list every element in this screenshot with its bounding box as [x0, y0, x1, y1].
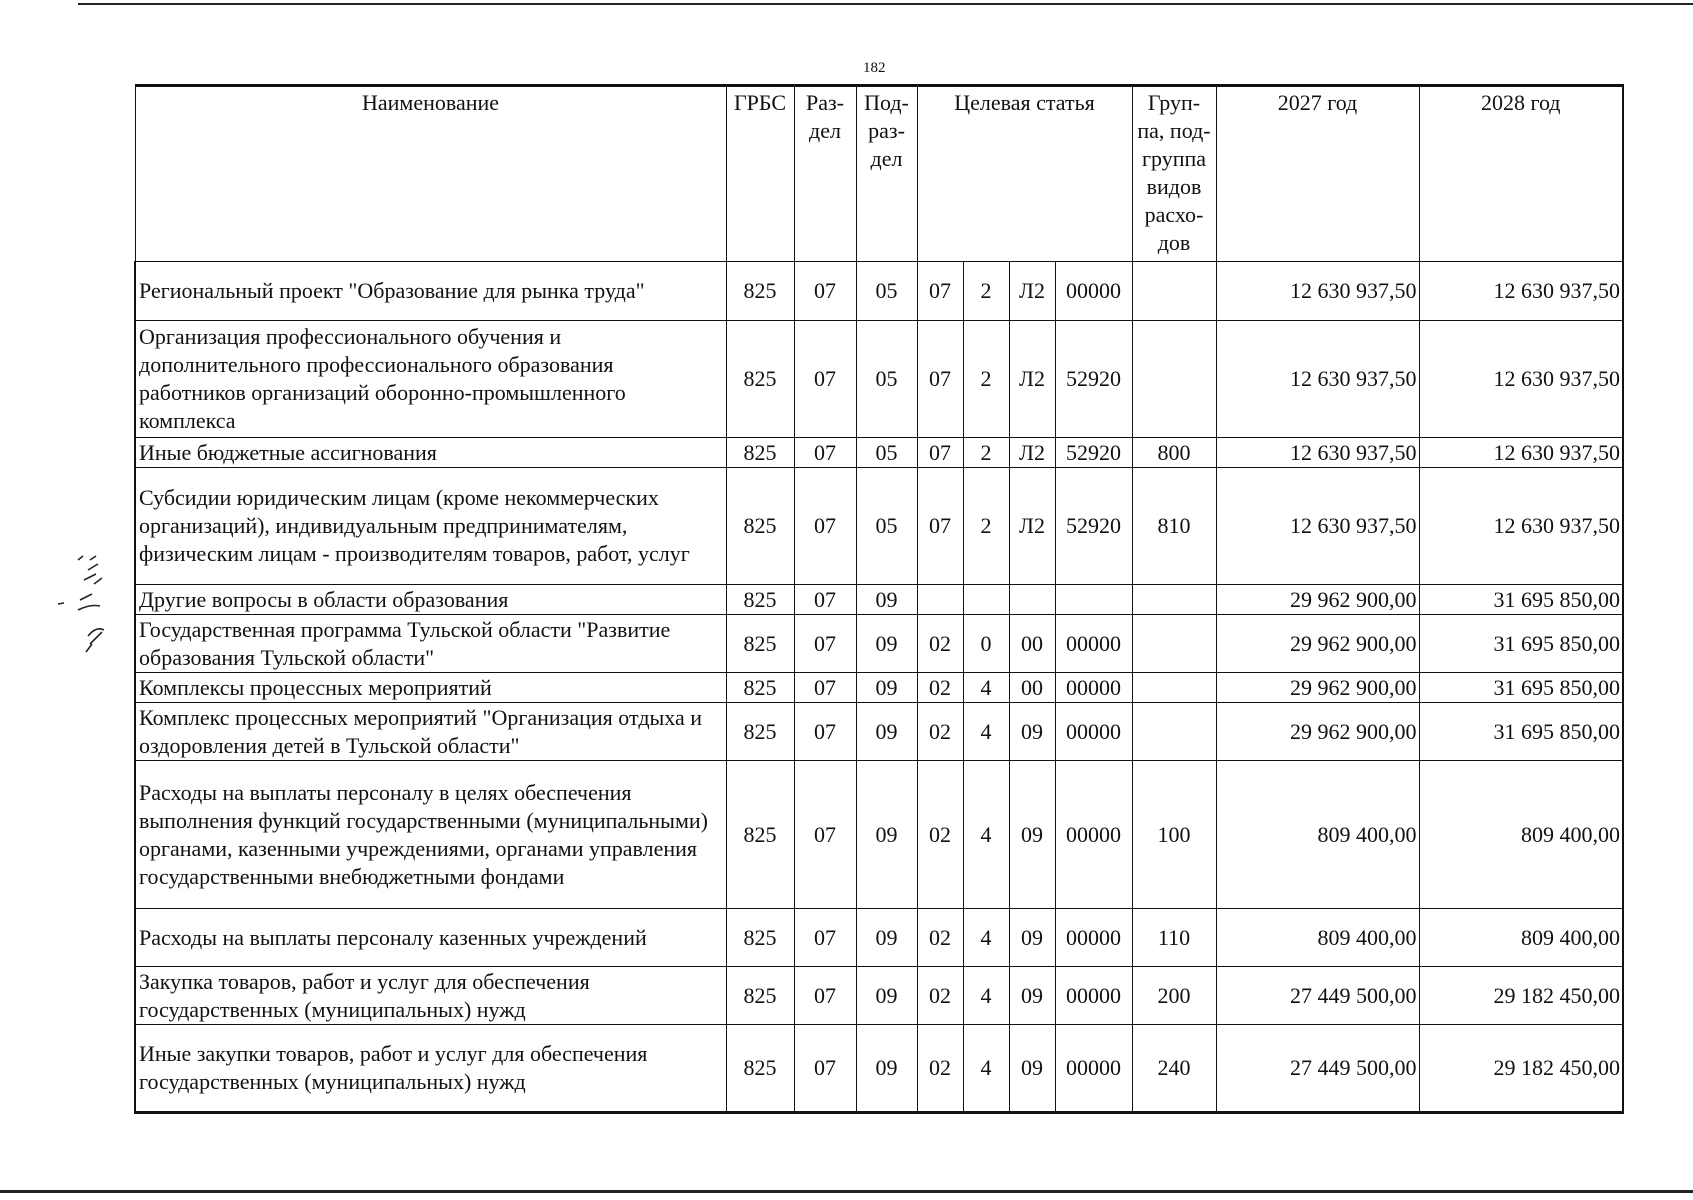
table-row: [135, 321, 1623, 438]
row-target-3: 09: [1009, 761, 1055, 909]
row-target-3: Л2: [1009, 468, 1055, 585]
row-podrazdel: 05: [856, 321, 917, 438]
row-grbs: 825: [726, 262, 794, 321]
table-row: [135, 438, 1623, 468]
row-target-3: 00: [1009, 673, 1055, 703]
row-group: 100: [1132, 761, 1216, 909]
row-amount-2027: 12 630 937,50: [1216, 468, 1419, 585]
row-amount-2028: 809 400,00: [1419, 761, 1623, 909]
row-target-1: 02: [917, 761, 963, 909]
table-row: [135, 1025, 1623, 1113]
budget-table: [134, 84, 1624, 1114]
row-amount-2028: 12 630 937,50: [1419, 468, 1623, 585]
table-row: [135, 761, 1623, 909]
row-group: 800: [1132, 438, 1216, 468]
row-target-1: 02: [917, 673, 963, 703]
row-grbs: 825: [726, 967, 794, 1025]
row-target-2: 4: [963, 1025, 1009, 1113]
header-year-2028: 2028 год: [1419, 86, 1623, 262]
row-target-4: 00000: [1055, 703, 1132, 761]
row-target-3: [1009, 585, 1055, 615]
row-razdel: 07: [794, 1025, 856, 1113]
row-podrazdel: 09: [856, 761, 917, 909]
table-row: [135, 673, 1623, 703]
table-row: [135, 967, 1623, 1025]
row-podrazdel: 09: [856, 967, 917, 1025]
row-razdel: 07: [794, 909, 856, 967]
row-razdel: 07: [794, 468, 856, 585]
row-amount-2027: 12 630 937,50: [1216, 321, 1419, 438]
row-target-3: 09: [1009, 909, 1055, 967]
row-target-1: 02: [917, 1025, 963, 1113]
row-target-4: [1055, 585, 1132, 615]
row-group: 810: [1132, 468, 1216, 585]
header-podrazdel: Под-раз-дел: [856, 86, 917, 262]
table-row: [135, 585, 1623, 615]
row-group: [1132, 673, 1216, 703]
row-amount-2027: 29 962 900,00: [1216, 673, 1419, 703]
row-group: 200: [1132, 967, 1216, 1025]
row-target-2: 4: [963, 967, 1009, 1025]
row-target-4: 00000: [1055, 1025, 1132, 1113]
row-podrazdel: 05: [856, 468, 917, 585]
row-target-2: [963, 585, 1009, 615]
row-amount-2027: 29 962 900,00: [1216, 615, 1419, 673]
row-name: Комплекс процессных мероприятий "Организация отдыха и оздоровления детей в Тульской области": [135, 703, 726, 761]
row-name: Субсидии юридическим лицам (кроме некоммерческих организаций), индивидуальным предпринимателям, физическим лицам - производителям товаров, работ, услуг: [135, 468, 726, 585]
row-amount-2028: 31 695 850,00: [1419, 585, 1623, 615]
table-row: [135, 615, 1623, 673]
margin-signature-mark: [50, 548, 140, 658]
row-razdel: 07: [794, 967, 856, 1025]
row-amount-2028: 12 630 937,50: [1419, 321, 1623, 438]
row-razdel: 07: [794, 438, 856, 468]
row-amount-2027: 27 449 500,00: [1216, 1025, 1419, 1113]
row-group: [1132, 585, 1216, 615]
row-amount-2027: 12 630 937,50: [1216, 438, 1419, 468]
table-row: [135, 703, 1623, 761]
row-grbs: 825: [726, 909, 794, 967]
row-razdel: 07: [794, 761, 856, 909]
row-target-4: 00000: [1055, 673, 1132, 703]
row-target-1: 02: [917, 703, 963, 761]
row-target-4: 00000: [1055, 909, 1132, 967]
header-row: [135, 86, 1623, 262]
row-amount-2028: 12 630 937,50: [1419, 262, 1623, 321]
row-target-1: 07: [917, 438, 963, 468]
row-target-3: Л2: [1009, 262, 1055, 321]
row-grbs: 825: [726, 615, 794, 673]
scan-edge-bottom: [0, 1190, 1693, 1193]
row-target-1: 07: [917, 468, 963, 585]
row-target-4: 52920: [1055, 468, 1132, 585]
row-target-3: 09: [1009, 1025, 1055, 1113]
row-group: [1132, 262, 1216, 321]
row-amount-2028: 809 400,00: [1419, 909, 1623, 967]
row-amount-2028: 29 182 450,00: [1419, 1025, 1623, 1113]
row-target-4: 00000: [1055, 262, 1132, 321]
row-podrazdel: 09: [856, 673, 917, 703]
row-grbs: 825: [726, 438, 794, 468]
row-target-3: 00: [1009, 615, 1055, 673]
row-group: 240: [1132, 1025, 1216, 1113]
row-target-2: 2: [963, 321, 1009, 438]
row-name: Другие вопросы в области образования: [135, 585, 726, 615]
row-podrazdel: 09: [856, 615, 917, 673]
row-amount-2028: 31 695 850,00: [1419, 615, 1623, 673]
row-podrazdel: 05: [856, 262, 917, 321]
header-grbs: ГРБС: [726, 86, 794, 262]
row-grbs: 825: [726, 468, 794, 585]
row-target-3: Л2: [1009, 438, 1055, 468]
row-podrazdel: 09: [856, 1025, 917, 1113]
row-target-1: 07: [917, 321, 963, 438]
row-amount-2028: 29 182 450,00: [1419, 967, 1623, 1025]
row-razdel: 07: [794, 673, 856, 703]
row-name: Расходы на выплаты персоналу казенных учреждений: [135, 909, 726, 967]
row-target-2: 2: [963, 262, 1009, 321]
row-razdel: 07: [794, 585, 856, 615]
table-row: [135, 909, 1623, 967]
row-target-2: 4: [963, 703, 1009, 761]
row-target-3: 09: [1009, 967, 1055, 1025]
page-number: 182: [863, 60, 886, 76]
row-name: Государственная программа Тульской области "Развитие образования Тульской области": [135, 615, 726, 673]
row-razdel: 07: [794, 262, 856, 321]
header-group: Груп-па, под-группа видов расхо-дов: [1132, 86, 1216, 262]
row-grbs: 825: [726, 321, 794, 438]
row-podrazdel: 05: [856, 438, 917, 468]
row-target-1: 02: [917, 615, 963, 673]
row-amount-2028: 31 695 850,00: [1419, 703, 1623, 761]
row-name: Комплексы процессных мероприятий: [135, 673, 726, 703]
row-name: Закупка товаров, работ и услуг для обеспечения государственных (муниципальных) нужд: [135, 967, 726, 1025]
row-target-4: 52920: [1055, 321, 1132, 438]
row-amount-2027: 809 400,00: [1216, 761, 1419, 909]
row-target-2: 4: [963, 909, 1009, 967]
row-razdel: 07: [794, 615, 856, 673]
row-target-4: 52920: [1055, 438, 1132, 468]
row-name: Иные закупки товаров, работ и услуг для обеспечения государственных (муниципальных) нужд: [135, 1025, 726, 1113]
row-target-2: 4: [963, 673, 1009, 703]
row-amount-2027: 12 630 937,50: [1216, 262, 1419, 321]
row-amount-2028: 31 695 850,00: [1419, 673, 1623, 703]
row-target-3: Л2: [1009, 321, 1055, 438]
row-podrazdel: 09: [856, 909, 917, 967]
row-group: [1132, 615, 1216, 673]
row-target-2: 4: [963, 761, 1009, 909]
row-target-4: 00000: [1055, 761, 1132, 909]
row-grbs: 825: [726, 585, 794, 615]
row-amount-2027: 29 962 900,00: [1216, 703, 1419, 761]
row-target-2: 0: [963, 615, 1009, 673]
row-target-3: 09: [1009, 703, 1055, 761]
table-row: [135, 468, 1623, 585]
table-row: [135, 262, 1623, 321]
row-group: [1132, 321, 1216, 438]
row-grbs: 825: [726, 1025, 794, 1113]
header-target-article: Целевая статья: [917, 86, 1132, 262]
row-amount-2028: 12 630 937,50: [1419, 438, 1623, 468]
row-name: Организация профессионального обучения и дополнительного профессионального образования работников организаций оборонно-промышленного комплекса: [135, 321, 726, 438]
row-amount-2027: 27 449 500,00: [1216, 967, 1419, 1025]
row-grbs: 825: [726, 761, 794, 909]
row-target-1: [917, 585, 963, 615]
row-target-1: 07: [917, 262, 963, 321]
row-amount-2027: 29 962 900,00: [1216, 585, 1419, 615]
row-target-1: 02: [917, 967, 963, 1025]
row-amount-2027: 809 400,00: [1216, 909, 1419, 967]
row-name: Региональный проект "Образование для рынка труда": [135, 262, 726, 321]
row-grbs: 825: [726, 673, 794, 703]
row-target-2: 2: [963, 438, 1009, 468]
row-target-4: 00000: [1055, 615, 1132, 673]
header-razdel: Раз-дел: [794, 86, 856, 262]
row-target-2: 2: [963, 468, 1009, 585]
row-name: Иные бюджетные ассигнования: [135, 438, 726, 468]
row-target-1: 02: [917, 909, 963, 967]
row-podrazdel: 09: [856, 703, 917, 761]
row-group: [1132, 703, 1216, 761]
row-grbs: 825: [726, 703, 794, 761]
row-target-4: 00000: [1055, 967, 1132, 1025]
header-name: Наименование: [135, 86, 726, 262]
row-razdel: 07: [794, 321, 856, 438]
row-name: Расходы на выплаты персоналу в целях обеспечения выполнения функций государственными (муниципальными) органами, казенными учреждениями, органами управления государственными внебюджетными фондами: [135, 761, 726, 909]
row-group: 110: [1132, 909, 1216, 967]
row-podrazdel: 09: [856, 585, 917, 615]
row-razdel: 07: [794, 703, 856, 761]
scan-edge-top: [78, 3, 1693, 5]
header-year-2027: 2027 год: [1216, 86, 1419, 262]
